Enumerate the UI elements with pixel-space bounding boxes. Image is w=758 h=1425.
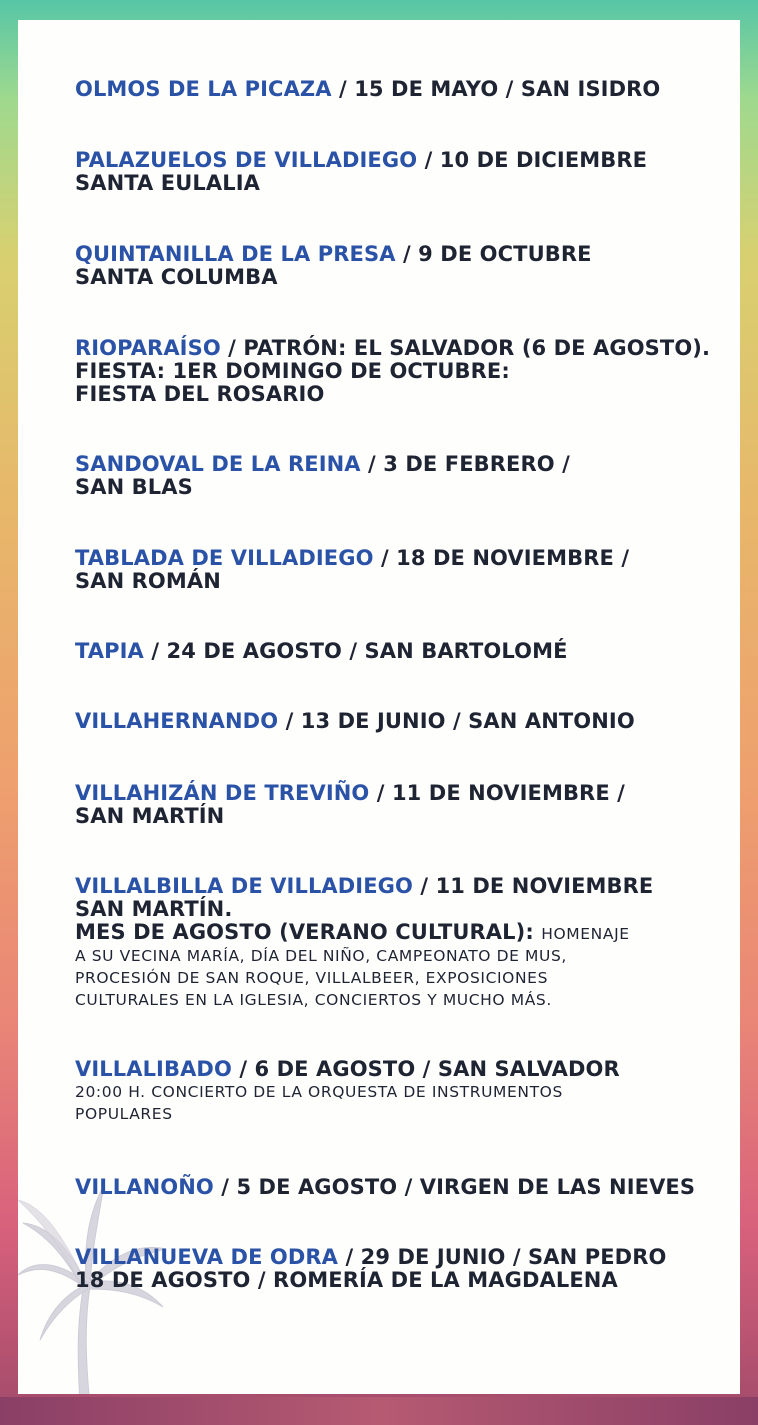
town-name: OLMOS DE LA PICAZA (75, 77, 332, 101)
festival-saint: SAN MARTÍN (75, 804, 225, 828)
separator: / (373, 546, 397, 570)
list-item (75, 1058, 725, 1125)
festival-info: FIESTA DEL ROSARIO (75, 382, 325, 406)
separator: / (213, 1175, 237, 1199)
separator: / (231, 1057, 255, 1081)
festival-date: 13 DE JUNIO / SAN ANTONIO (300, 709, 635, 733)
festival-info: 18 DE AGOSTO / ROMERÍA DE LA MAGDALENA (75, 1268, 618, 1292)
festival-date: 10 DE DICIEMBRE (439, 148, 648, 172)
festival-date: 3 DE FEBRERO / (383, 452, 570, 476)
festival-date: 24 DE AGOSTO / SAN BARTOLOMÉ (166, 639, 568, 663)
separator: / (369, 781, 392, 805)
event-text: HOMENAJE (541, 925, 630, 943)
town-name: PALAZUELOS DE VILLADIEGO (75, 148, 418, 172)
town-name: VILLANOÑO (75, 1175, 214, 1199)
town-name: VILLALBILLA DE VILLADIEGO (75, 874, 413, 898)
list-item (75, 453, 725, 499)
festival-date: 18 DE NOVIEMBRE / (396, 546, 630, 570)
festival-saint: SANTA COLUMBA (75, 265, 278, 289)
festival-saint: SAN BLAS (75, 475, 193, 499)
list-item (75, 149, 725, 195)
separator: / (417, 148, 440, 172)
festival-saint: SAN MARTÍN. (75, 897, 233, 921)
separator: / (220, 336, 244, 360)
town-name: VILLALIBADO (75, 1057, 232, 1081)
separator: / (143, 639, 167, 663)
town-name: RIOPARAÍSO (75, 336, 221, 360)
festival-saint: SAN ROMÁN (75, 569, 221, 593)
festival-patron: PATRÓN: EL SALVADOR (6 DE AGOSTO). (243, 336, 711, 360)
schedule-panel (18, 20, 740, 1394)
event-text: A SU VECINA MARÍA, DÍA DEL NIÑO, CAMPEONATO DE MUS, (75, 947, 567, 965)
festival-date: 29 DE JUNIO / SAN PEDRO (360, 1245, 667, 1269)
town-name: QUINTANILLA DE LA PRESA (75, 242, 396, 266)
festival-date: 5 DE AGOSTO / VIRGEN DE LAS NIEVES (236, 1175, 696, 1199)
list-item (75, 547, 725, 593)
event-text: POPULARES (75, 1105, 173, 1123)
town-name: VILLAHIZÁN DE TREVIÑO (75, 781, 370, 805)
event-heading: MES DE AGOSTO (VERANO CULTURAL): (75, 920, 534, 944)
festival-saint: SANTA EULALIA (75, 171, 260, 195)
list-item (75, 710, 725, 733)
list-item (75, 1176, 725, 1199)
list-item (75, 337, 725, 406)
separator: / (278, 709, 301, 733)
festival-date: 6 DE AGOSTO / SAN SALVADOR (254, 1057, 620, 1081)
festival-date: 11 DE NOVIEMBRE / (391, 781, 625, 805)
festival-info: FIESTA: 1ER DOMINGO DE OCTUBRE: (75, 359, 510, 383)
list-item (75, 875, 725, 1011)
festival-date: 11 DE NOVIEMBRE (435, 874, 654, 898)
town-name: TABLADA DE VILLADIEGO (75, 546, 374, 570)
town-name: VILLAHERNANDO (75, 709, 279, 733)
festival-date: 9 DE OCTUBRE (418, 242, 592, 266)
bottom-strip (0, 1397, 758, 1425)
list-item (75, 243, 725, 289)
separator: / (412, 874, 436, 898)
separator: / (331, 77, 355, 101)
list-item (75, 1246, 725, 1292)
event-text: PROCESIÓN DE SAN ROQUE, VILLALBEER, EXPOSICIONES (75, 969, 549, 987)
town-name: VILLANUEVA DE ODRA (75, 1245, 339, 1269)
separator: / (395, 242, 419, 266)
list-item (75, 640, 725, 663)
list-item (75, 782, 725, 828)
separator: / (338, 1245, 361, 1269)
event-text: CULTURALES EN LA IGLESIA, CONCIERTOS Y MUCHO MÁS. (75, 991, 552, 1009)
town-name: TAPIA (75, 639, 144, 663)
event-text: 20:00 H. CONCIERTO DE LA ORQUESTA DE INSTRUMENTOS (75, 1083, 563, 1101)
separator: / (360, 452, 384, 476)
town-name: SANDOVAL DE LA REINA (75, 452, 361, 476)
list-item (75, 78, 725, 101)
festival-date: 15 DE MAYO / SAN ISIDRO (354, 77, 661, 101)
